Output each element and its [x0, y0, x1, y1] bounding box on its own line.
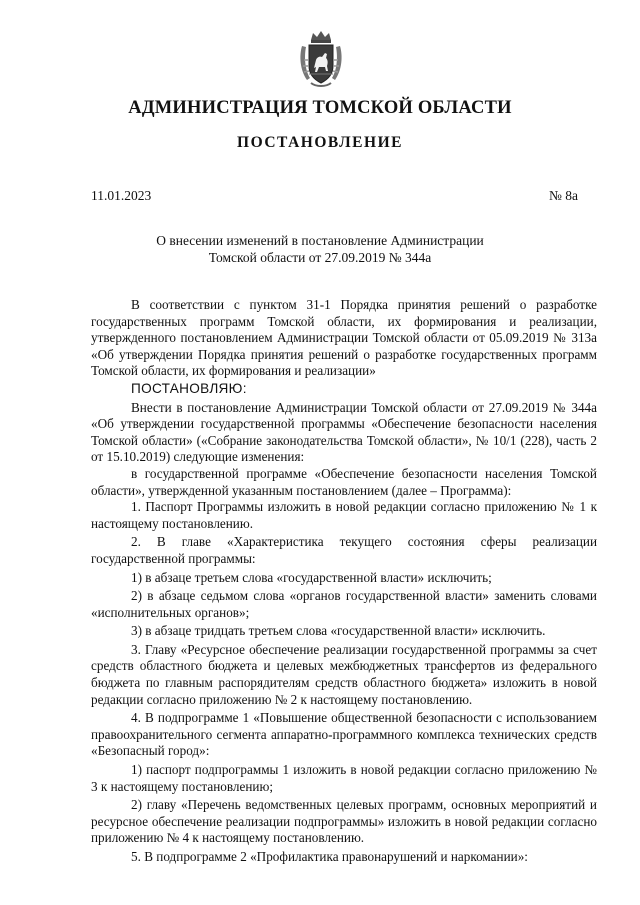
- paragraph: 2) в абзаце седьмом слова «органов государственной власти» заменить словами «исполнительных органов»;: [91, 588, 597, 620]
- paragraph: 1) в абзаце третьем слова «государственной власти» исключить;: [131, 569, 492, 585]
- paragraph: 1) паспорт подпрограммы 1 изложить в новой редакции согласно приложению № 3 к настоящему постановлению;: [91, 762, 597, 794]
- document-body: [91, 297, 597, 866]
- paragraph: 1. Паспорт Программы изложить в новой редакции согласно приложению № 1 к настоящему постановлению.: [91, 499, 597, 531]
- paragraph: 3) в абзаце тридцать третьем слова «государственной власти» исключить.: [131, 623, 546, 639]
- document-date: 11.01.2023: [91, 188, 152, 203]
- paragraph: Внести в постановление Администрации Томской области от 27.09.2019 № 344а «Об утверждении государственной программы «Обеспечение безопасности населения Томской области» («Собрание законодательства Томской области», № 10/1 (228), часть 2 от 15.10.2019) следующие изменения:: [91, 399, 597, 465]
- paragraph: В соответствии с пунктом 31-1 Порядка принятия решений о разработке государственных программ Томской области, их формирования и реализации, утвержденного постановлением Администрации Томской области от 05.09.2019 № 313а «Об утверждении Порядка принятия решений о разработке государственных программ Томской области, их формирования и реализации»: [91, 297, 597, 379]
- paragraph: 2) главу «Перечень ведомственных целевых программ, основных мероприятий и ресурсное обеспечение реализации подпрограммы» изложить в новой редакции согласно приложению № 4 к настоящему постановлению.: [91, 797, 597, 846]
- organization-title: АДМИНИСТРАЦИЯ ТОМСКОЙ ОБЛАСТИ: [128, 98, 512, 118]
- tomsk-coat-of-arms-icon: [298, 30, 344, 88]
- paragraph: 2. В главе «Характеристика текущего состояния сферы реализации государственной программы:: [91, 534, 597, 566]
- subject-line-1: О внесении изменений в постановление Администрации: [156, 233, 484, 248]
- document-type: ПОСТАНОВЛЕНИЕ: [237, 134, 403, 151]
- document-number: № 8а: [549, 188, 578, 203]
- paragraph: 4. В подпрограмме 1 «Повышение общественной безопасности с использованием правоохранительного сегмента аппаратно-программного комплекса технических средств «Безопасный город»:: [91, 710, 597, 759]
- subject-line-2: Томской области от 27.09.2019 № 344а: [208, 250, 432, 265]
- resolve-heading: ПОСТАНОВЛЯЮ:: [131, 380, 247, 396]
- paragraph: в государственной программе «Обеспечение безопасности населения Томской области», утвержденной указанным постановлением (далее – Программа):: [91, 465, 597, 498]
- paragraph: 5. В подпрограмме 2 «Профилактика правонарушений и наркомании»:: [131, 849, 528, 864]
- document-subject: [140, 232, 500, 266]
- paragraph: 3. Главу «Ресурсное обеспечение реализации государственной программы за счет средств областного бюджета и целевых межбюджетных трансфертов из федерального бюджета по главным распорядителям средств областного бюджета» изложить в новой редакции согласно приложению № 2 к настоящему постановлению.: [91, 641, 597, 707]
